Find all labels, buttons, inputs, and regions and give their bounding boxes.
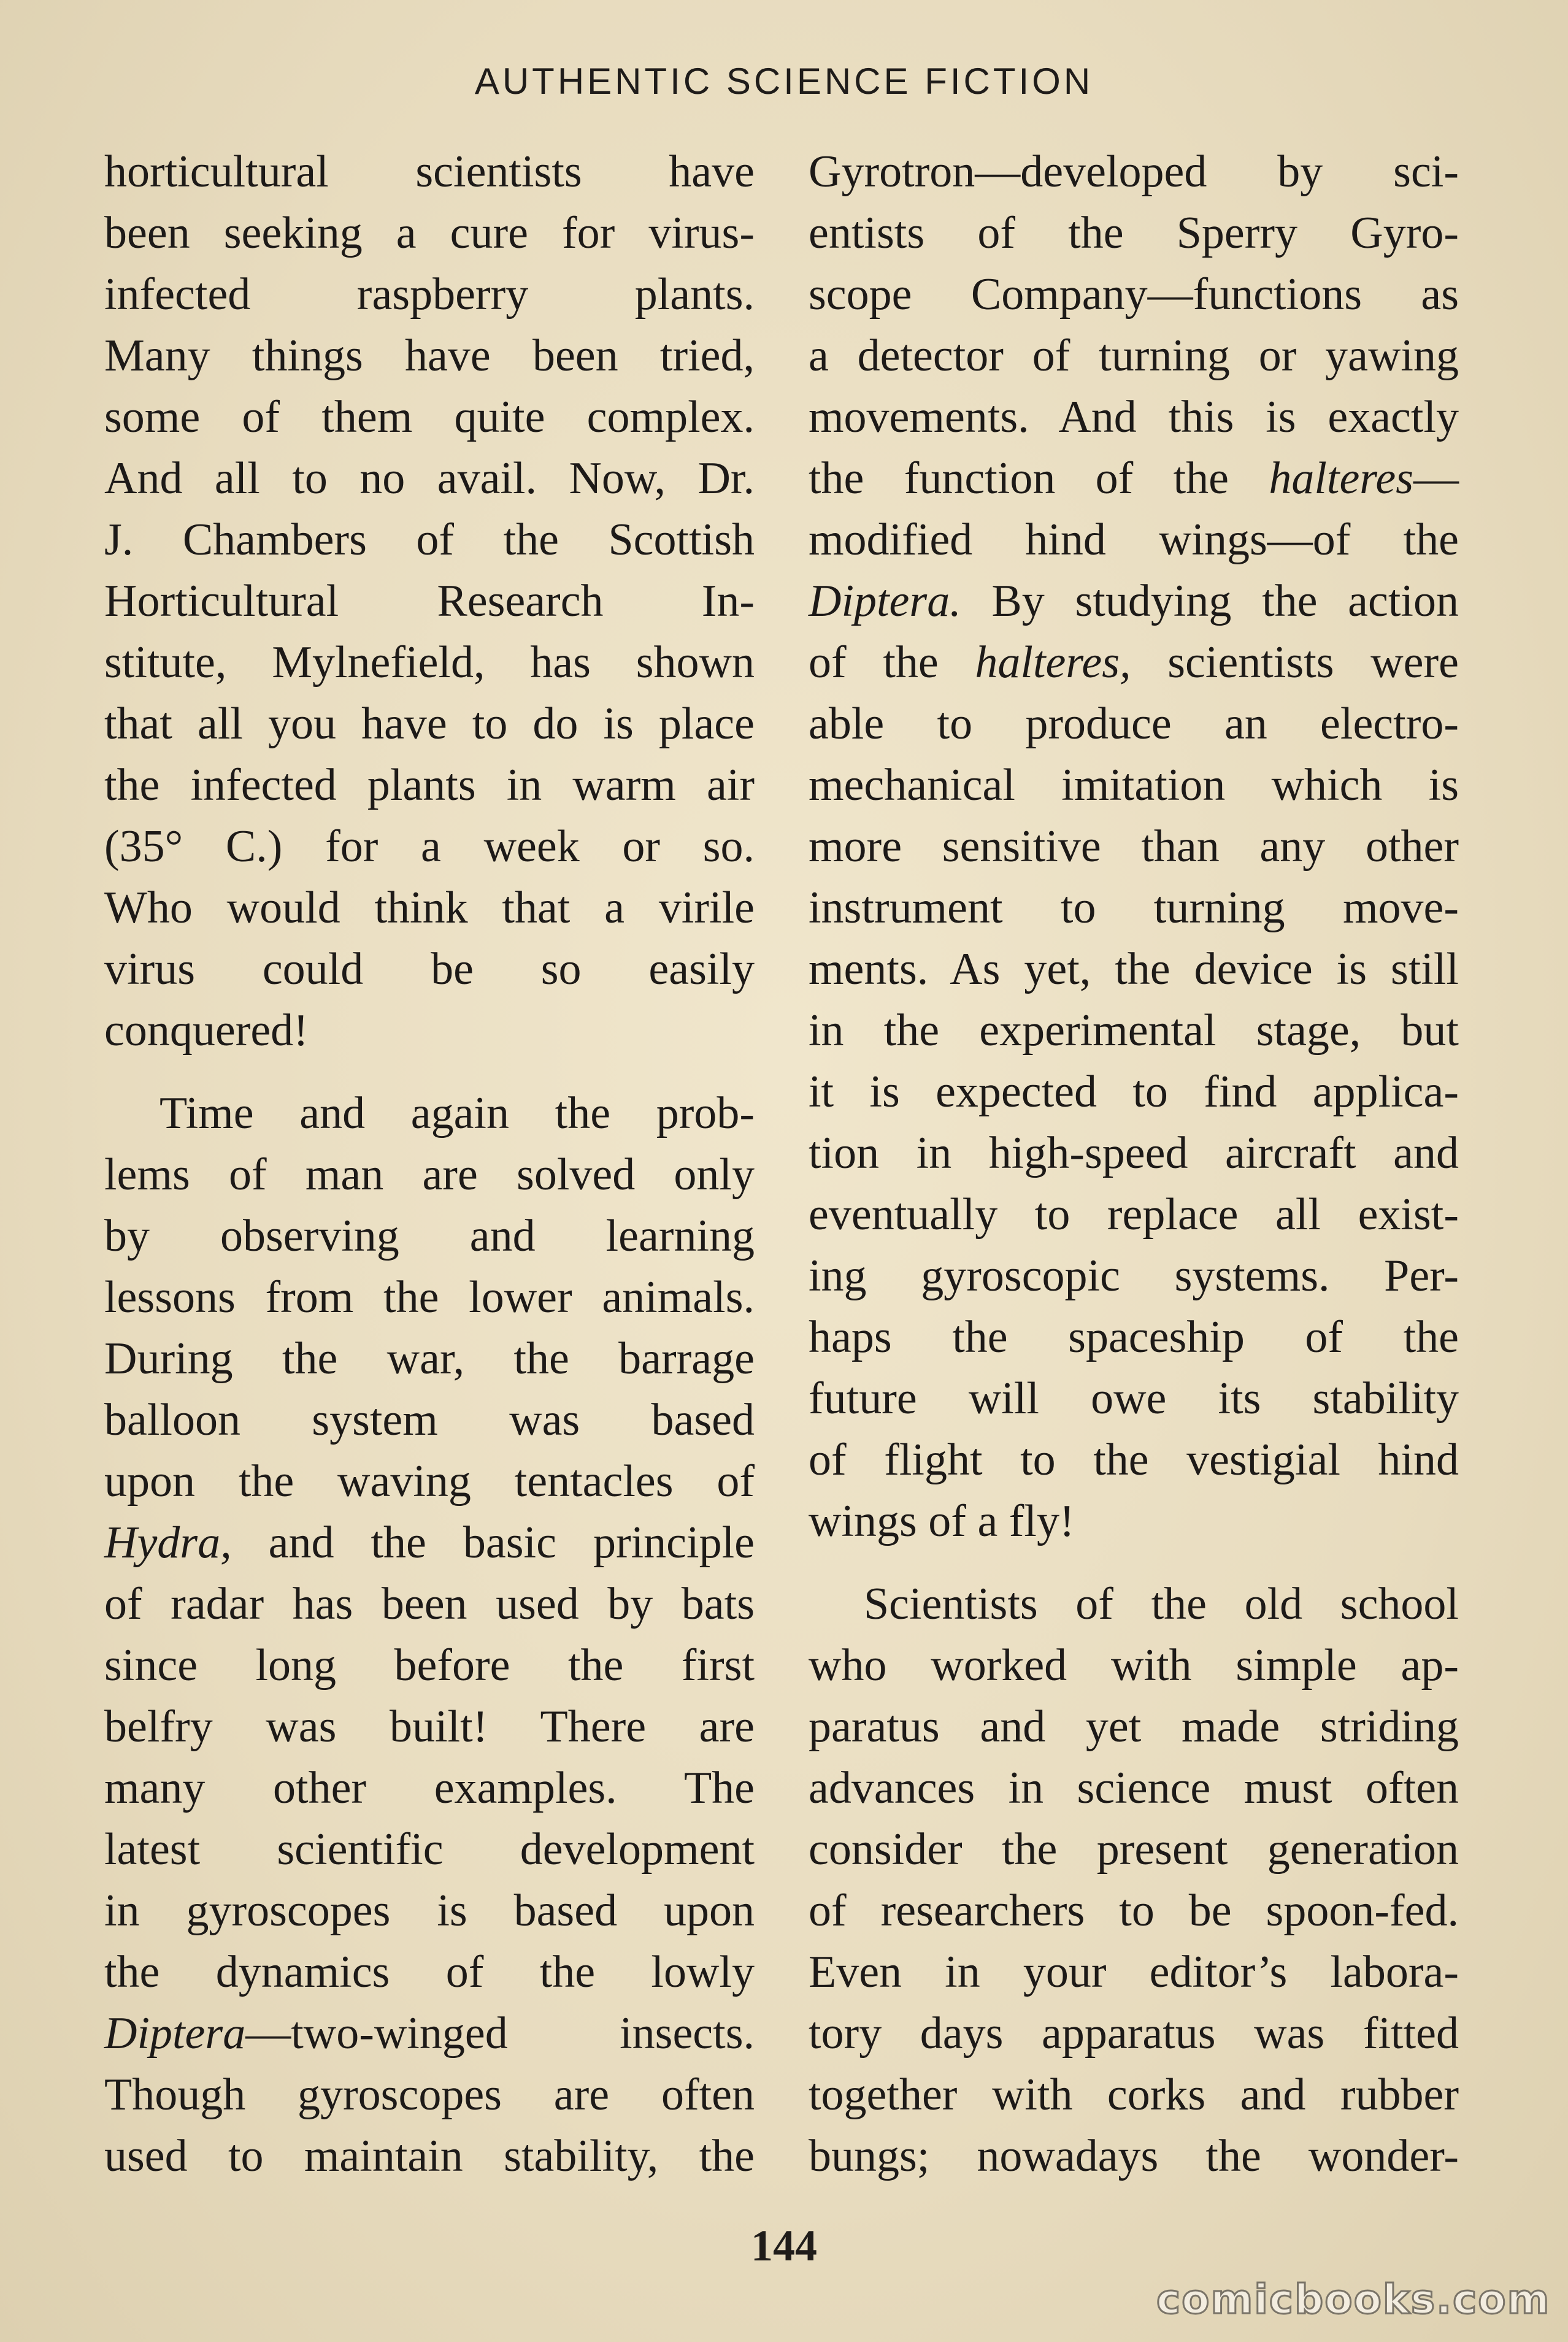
text-line: the infected plants in warm air (104, 760, 755, 810)
text-span: and the basic principle (231, 1518, 755, 1568)
text-line: consider the present generation (809, 1824, 1459, 1875)
text-line: balloon system was based (104, 1395, 755, 1445)
text-line (809, 570, 1459, 632)
text-line (809, 632, 1459, 693)
text-line: able to produce an electro- (809, 699, 1459, 749)
paragraph (104, 1083, 755, 2187)
text-line: bungs; nowadays the wonder- (809, 2131, 1459, 2181)
text-line: the dynamics of the lowly (104, 1947, 755, 1997)
watermark-logo: comicbooks.com (1156, 2276, 1551, 2323)
text-line: haps the spaceship of the (809, 1312, 1459, 1362)
text-line: in gyroscopes is based upon (104, 1886, 755, 1936)
text-line: lems of man are solved only (104, 1150, 755, 1200)
text-line: tory days apparatus was fitted (809, 2008, 1459, 2059)
text-line: of radar has been used by bats (104, 1579, 755, 1629)
text-line: modified hind wings—of the (809, 515, 1459, 565)
text-line: more sensitive than any other (809, 821, 1459, 872)
text-line (104, 2003, 755, 2064)
right-column (809, 141, 1459, 2208)
italic-term: halteres, (975, 637, 1131, 688)
text-line: Even in your editor’s labora- (809, 1947, 1459, 1997)
text-line: by observing and learning (104, 1211, 755, 1261)
text-line: some of them quite complex. (104, 392, 755, 442)
text-line: tion in high-speed aircraft and (809, 1128, 1459, 1178)
text-line: since long before the first (104, 1640, 755, 1691)
text-line: belfry was built! There are (104, 1702, 755, 1752)
text-line: latest scientific development (104, 1824, 755, 1875)
text-line: Many things have been tried, (104, 331, 755, 381)
text-line: been seeking a cure for virus- (104, 208, 755, 258)
text-line: of researchers to be spoon-fed. (809, 1886, 1459, 1936)
text-line: upon the waving tentacles of (104, 1456, 755, 1507)
text-line: many other examples. The (104, 1763, 755, 1813)
text-line: ments. As yet, the device is still (809, 944, 1459, 994)
italic-term: Diptera. (809, 576, 961, 626)
text-line: future will owe its stability (809, 1373, 1459, 1424)
text-line: entists of the Sperry Gyro- (809, 208, 1459, 258)
text-line: (35° C.) for a week or so. (104, 821, 755, 872)
text-line: together with corks and rubber (809, 2070, 1459, 2120)
text-line: a detector of turning or yawing (809, 331, 1459, 381)
paragraph (809, 1573, 1459, 2187)
text-line: conquered! (104, 1005, 309, 1056)
text-span: of the (809, 637, 975, 688)
text-line: stitute, Mylnefield, has shown (104, 637, 755, 688)
text-span: —two-winged insects. (245, 2008, 755, 2059)
paragraph (104, 141, 755, 1061)
text-line: wings of a fly! (809, 1496, 1075, 1546)
text-line: Scientists of the old school (864, 1579, 1459, 1629)
text-line: movements. And this is exactly (809, 392, 1459, 442)
text-line: Gyrotron—developed by sci- (809, 147, 1459, 197)
page-number: 144 (751, 2221, 817, 2270)
text-line: scope Company—functions as (809, 269, 1459, 320)
text-line: in the experimental stage, but (809, 1005, 1459, 1056)
left-column (104, 141, 755, 2208)
text-line: infected raspberry plants. (104, 269, 755, 320)
text-line: eventually to replace all exist- (809, 1189, 1459, 1240)
text-span: — (1413, 453, 1459, 504)
italic-term: Diptera (104, 2008, 246, 2059)
text-line: virus could be so easily (104, 944, 755, 994)
text-span: the function of the (809, 453, 1269, 504)
italic-term: halteres (1269, 453, 1413, 504)
text-line: lessons from the lower animals. (104, 1272, 755, 1323)
italic-term: Hydra, (104, 1518, 232, 1568)
text-line: horticultural scientists have (104, 147, 755, 197)
text-line: mechanical imitation which is (809, 760, 1459, 810)
text-line: paratus and yet made striding (809, 1702, 1459, 1752)
running-head: AUTHENTIC SCIENCE FICTION (474, 61, 1094, 102)
text-line: J. Chambers of the Scottish (104, 515, 755, 565)
text-line: who worked with simple ap- (809, 1640, 1459, 1691)
text-line: Who would think that a virile (104, 883, 755, 933)
text-line: instrument to turning move- (809, 883, 1459, 933)
text-line: During the war, the barrage (104, 1334, 755, 1384)
text-line: that all you have to do is place (104, 699, 755, 749)
text-line: And all to no avail. Now, Dr. (104, 453, 755, 504)
text-line: advances in science must often (809, 1763, 1459, 1813)
text-line: Horticultural Research In- (104, 576, 755, 626)
text-line: it is expected to find applica- (809, 1067, 1459, 1117)
text-line: Time and again the prob- (159, 1088, 755, 1138)
paragraph (809, 141, 1459, 1552)
text-span: scientists were (1131, 637, 1459, 688)
text-line: used to maintain stability, the (104, 2131, 755, 2181)
text-line: ing gyroscopic systems. Per- (809, 1251, 1459, 1301)
text-line (809, 448, 1459, 509)
text-line: of flight to the vestigial hind (809, 1435, 1459, 1485)
text-span: By studying the action (961, 576, 1459, 626)
text-line (104, 1512, 755, 1573)
text-line: Though gyroscopes are often (104, 2070, 755, 2120)
